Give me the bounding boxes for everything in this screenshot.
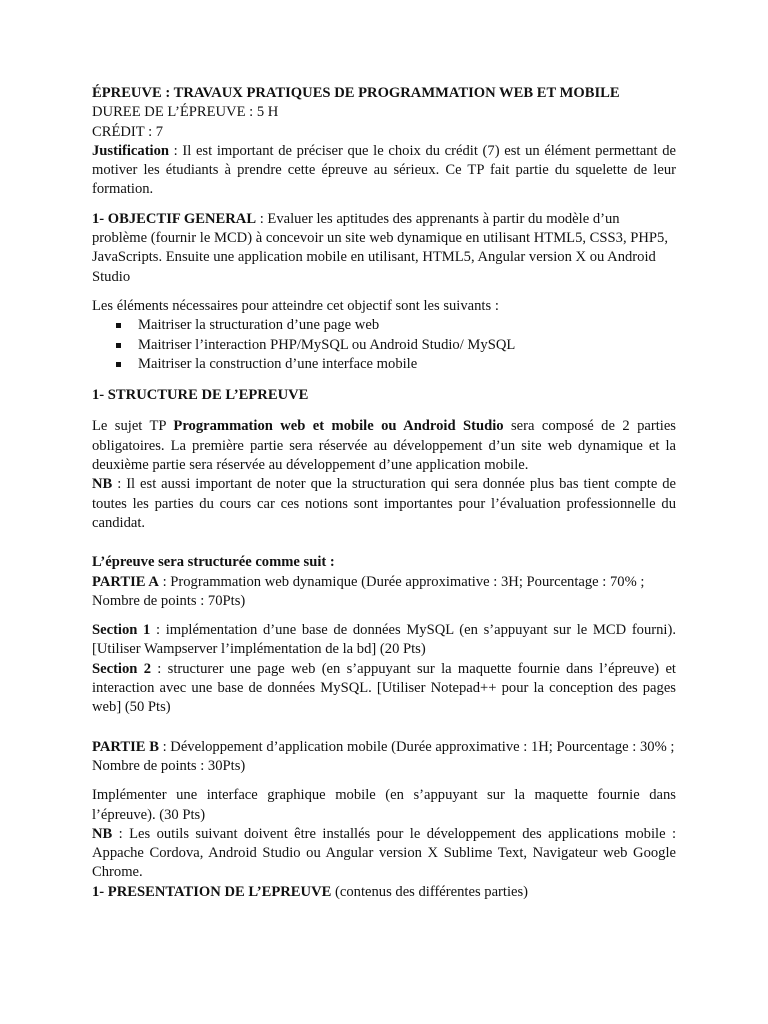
objective-intro: Les éléments nécessaires pour atteindre cet objectif sont les suivants : xyxy=(92,297,499,314)
document-body xyxy=(92,84,676,902)
structure-heading: 1- STRUCTURE DE L’EPREUVE xyxy=(92,387,309,404)
section-1-paragraph: Section 1 : implémentation d’une base de données MySQL (en s’appuyant sur le MCD fourni). [Utiliser Wampserver l’implémentation de la bd] (20 Pts) xyxy=(92,622,676,658)
objective-text: : Evaluer les aptitudes des apprenants à partir du modèle d’un problème (fournir le MCD) à concevoir un site web dynamique en utilisant HTML5, CSS3, PHP5, JavaScripts. Ensuite une application mobile en utilisant, HTML5, Angular version X ou Android Studio xyxy=(92,210,668,285)
part-a-paragraph: PARTIE A : Programmation web dynamique (Durée approximative : 3H; Pourcentage : 70% ; Nombre de points : 70Pts) xyxy=(92,573,645,609)
list-item: Maitriser la construction d’une interface mobile xyxy=(116,355,676,374)
objective-label: 1- OBJECTIF GENERAL xyxy=(92,210,257,227)
exam-title: ÉPREUVE : TRAVAUX PRATIQUES DE PROGRAMMATION WEB ET MOBILE xyxy=(92,85,620,101)
list-item: Maitriser la structuration d’une page web xyxy=(116,316,676,335)
justification-text: : Il est important de préciser que le choix du crédit (7) est un élément permettant de motiver les étudiants à prendre cette épreuve au sérieux. Ce TP fait partie du squelette de leur formation. xyxy=(92,142,676,198)
exam-credit: CRÉDIT : 7 xyxy=(92,123,164,140)
structure-nb-paragraph: NB : Il est aussi important de noter que la structuration qui sera donnée plus bas tient compte de toutes les parties du cours car ces notions sont importantes pour l’évaluation professionnelle du candidat. xyxy=(92,476,676,531)
tools-nb-paragraph: NB : Les outils suivant doivent être installés pour le développement des applications mobile : Appache Cordova, Android Studio ou Angular version X Sublime Text, Navigateur web Google Chrome. xyxy=(92,825,676,881)
objective-bullet-list xyxy=(92,316,676,374)
list-item: Maitriser l’interaction PHP/MySQL ou Android Studio/ MySQL xyxy=(116,336,676,355)
square-bullet-icon xyxy=(116,362,121,367)
presentation-heading: 1- PRESENTATION DE L’EPREUVE (contenus des différentes parties) xyxy=(92,883,529,900)
structure-paragraph: Le sujet TP Programmation web et mobile ou Android Studio sera composé de 2 parties obligatoires. La première partie sera réservée au développement d’un site web dynamique et la deuxième partie sera réservée au développement d’une application mobile. xyxy=(92,418,676,474)
mobile-interface-paragraph: Implémenter une interface graphique mobile (en s’appuyant sur la maquette fournie dans l’épreuve). (30 Pts) xyxy=(92,787,676,823)
exam-duration: DUREE DE L’ÉPREUVE : 5 H xyxy=(92,104,279,121)
square-bullet-icon xyxy=(116,323,121,328)
square-bullet-icon xyxy=(116,343,121,348)
section-2-paragraph: Section 2 : structurer une page web (en s’appuyant sur la maquette fournie dans l’épreuve) et interaction avec une base de données MySQL. [Utiliser Notepad++ pour la conception des pages web] (50 Pts) xyxy=(92,660,676,716)
justification-label: Justification xyxy=(92,142,170,159)
part-b-paragraph: PARTIE B : Développement d’application mobile (Durée approximative : 1H; Pourcentage : 30% ; Nombre de points : 30Pts) xyxy=(92,738,675,774)
justification-paragraph xyxy=(92,142,676,200)
objective-paragraph xyxy=(92,210,676,287)
exam-structure-heading: L’épreuve sera structurée comme suit : xyxy=(92,554,335,571)
